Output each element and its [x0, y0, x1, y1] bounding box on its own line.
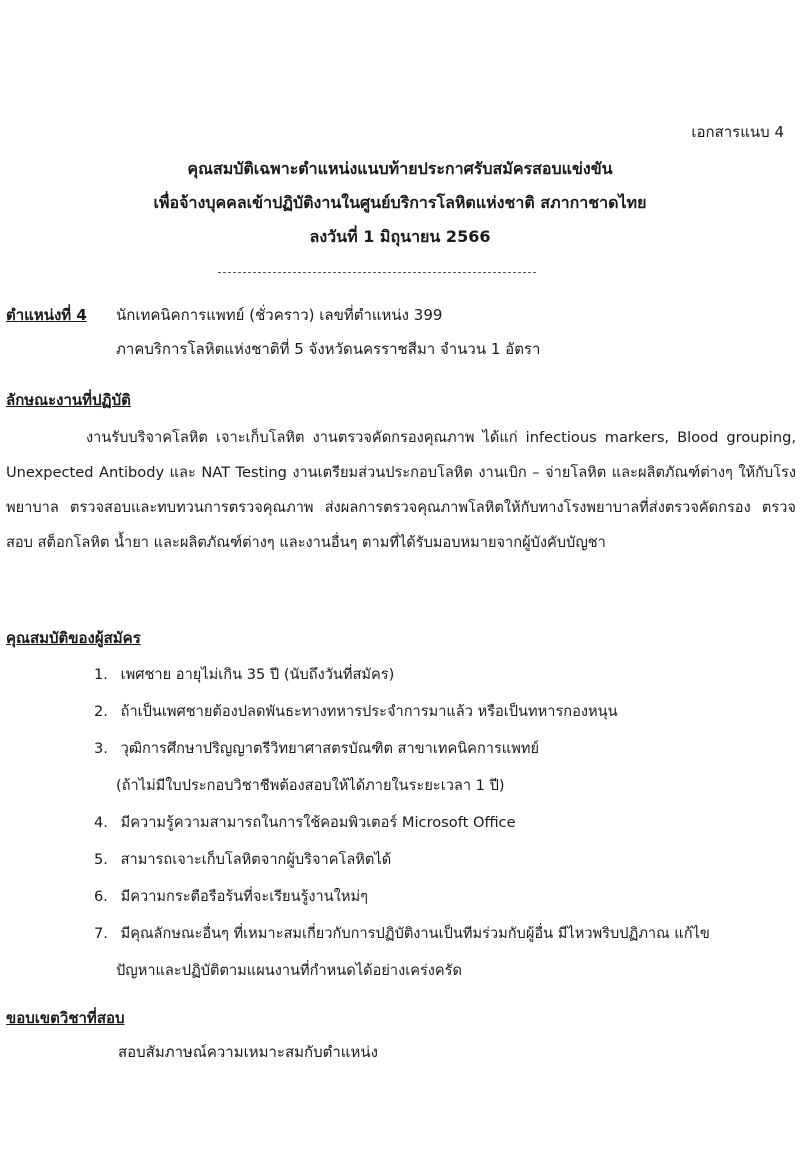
title-line-3-date: ลงวันที่ 1 มิถุนายน 2566: [309, 227, 491, 246]
title-line-2: เพื่อจ้างบุคคลเข้าปฏิบัติงานในศูนย์บริการโลหิตแห่งชาติ สภากาชาดไทย: [153, 193, 647, 212]
list-item: [94, 915, 794, 952]
list-item: [94, 656, 794, 693]
item-number: 4.: [94, 814, 108, 831]
item-number: 3.: [94, 740, 108, 757]
duties-paragraph: [6, 420, 796, 560]
list-item: [94, 693, 794, 730]
item-text: สามารถเจาะเก็บโลหิตจากผู้บริจาคโลหิตได้: [120, 851, 392, 868]
qualifications-list: [94, 656, 794, 989]
list-item: [94, 841, 794, 878]
duties-heading: ลักษณะงานที่ปฏิบัติ: [6, 391, 131, 409]
attachment-label: เอกสารแนบ 4: [691, 123, 784, 141]
item-text: วุฒิการศึกษาปริญญาตรีวิทยาศาสตรบัณฑิต สาขาเทคนิคการแพทย์: [120, 740, 540, 757]
list-item-continuation: [94, 952, 794, 989]
item-number: 5.: [94, 851, 108, 868]
list-item-continuation: [94, 767, 794, 804]
document-title: [0, 152, 800, 254]
exam-scope-heading: ขอบเขตวิชาที่สอบ: [6, 1009, 125, 1027]
position-section: [6, 298, 796, 366]
item-text: ถ้าเป็นเพศชายต้องปลดพันธะทางทหารประจำการมาแล้ว หรือเป็นทหารกองหนุน: [120, 703, 618, 720]
list-item: [94, 804, 794, 841]
item-number: 2.: [94, 703, 108, 720]
qualifications-heading: คุณสมบัติของผู้สมัคร: [6, 629, 141, 647]
item-text: (ถ้าไม่มีใบประกอบวิชาชีพต้องสอบให้ได้ภายในระยะเวลา 1 ปี): [116, 777, 505, 794]
position-title: นักเทคนิคการแพทย์ (ชั่วคราว) เลขที่ตำแหน่ง 399: [116, 306, 443, 324]
item-number: 1.: [94, 666, 108, 683]
list-item: [94, 730, 794, 767]
exam-scope-text: สอบสัมภาษณ์ความเหมาะสมกับตำแหน่ง: [118, 1043, 378, 1061]
item-number: 6.: [94, 888, 108, 905]
item-text: มีคุณลักษณะอื่นๆ ที่เหมาะสมเกี่ยวกับการปฏิบัติงานเป็นทีมร่วมกับผู้อื่น มีไหวพริบปฏิภาณ แก้ไข: [120, 925, 710, 942]
item-text: ปัญหาและปฏิบัติตามแผนงานที่กำหนดได้อย่างเคร่งครัด: [116, 962, 462, 979]
item-text: มีความกระตือรือร้นที่จะเรียนรู้งานใหม่ๆ: [120, 888, 368, 905]
item-number: 7.: [94, 925, 108, 942]
position-location: ภาคบริการโลหิตแห่งชาติที่ 5 จังหวัดนครราชสีมา จำนวน 1 อัตรา: [116, 340, 541, 358]
item-text: เพศชาย อายุไม่เกิน 35 ปี (นับถึงวันที่สมัคร): [120, 666, 395, 683]
title-line-1: คุณสมบัติเฉพาะตำแหน่งแนบท้ายประกาศรับสมัครสอบแข่งขัน: [187, 159, 613, 178]
position-label: ตำแหน่งที่ 4: [6, 306, 87, 324]
list-item: [94, 878, 794, 915]
dashed-divider: [218, 272, 536, 273]
duties-text: งานรับบริจาคโลหิต เจาะเก็บโลหิต งานตรวจคัดกรองคุณภาพ ได้แก่ infectious markers, Blood grouping, Unexpected Antibody และ NAT Testing งานเตรียมส่วนประกอบโลหิต งานเบิก – จ่ายโลหิต และผลิตภัณฑ์ต่างๆ ให้กับโรงพยาบาล ตรวจสอบและทบทวนการตรวจคุณภาพ ส่งผลการตรวจคุณภาพโลหิตให้กับทางโรงพยาบาลที่ส่งตรวจคัดกรอง ตรวจสอบ สต็อกโลหิต น้ำยา และผลิตภัณฑ์ต่างๆ และงานอื่นๆ ตามที่ได้รับมอบหมายจากผู้บังคับบัญชา: [6, 429, 796, 551]
item-text: มีความรู้ความสามารถในการใช้คอมพิวเตอร์ Microsoft Office: [120, 814, 516, 831]
position-row: [6, 298, 796, 332]
